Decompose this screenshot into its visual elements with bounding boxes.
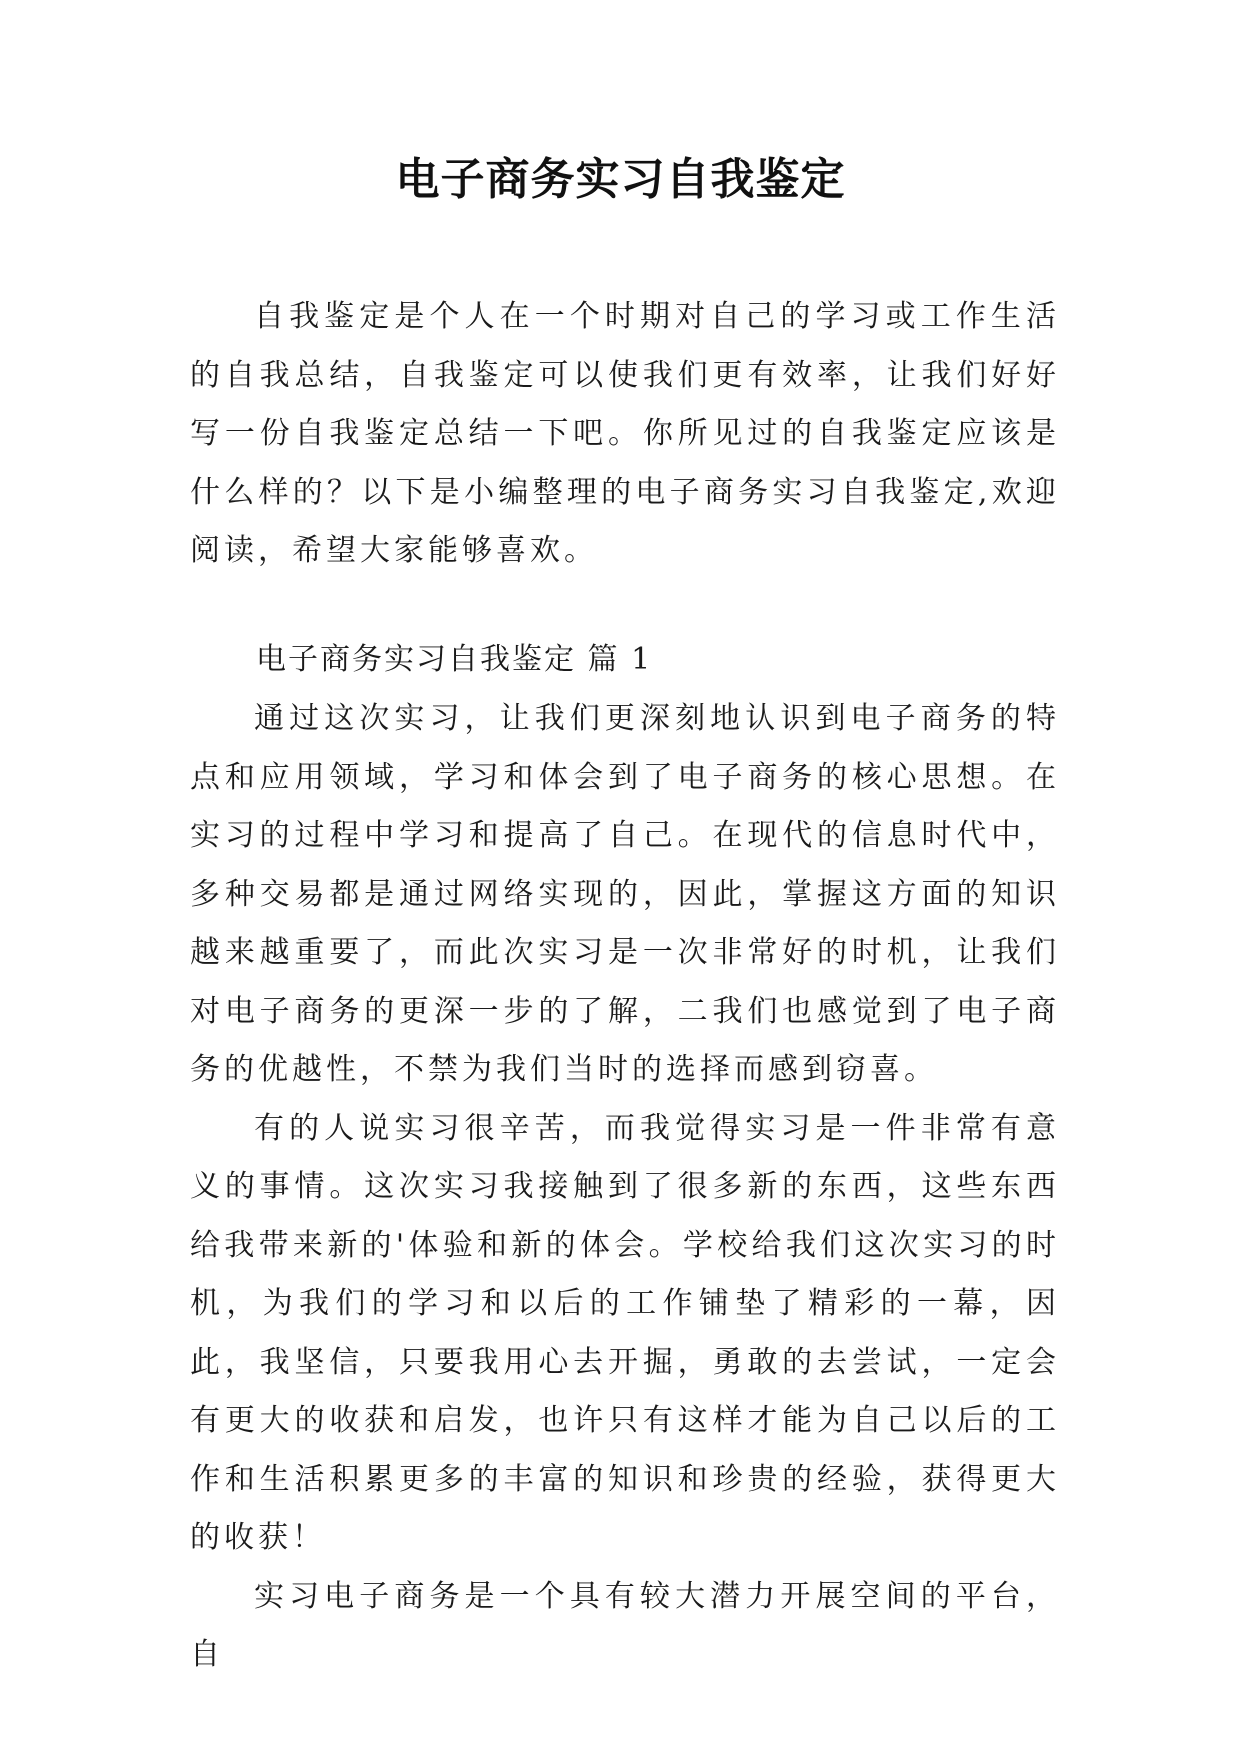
- body-paragraph: 有的人说实习很辛苦，而我觉得实习是一件非常有意义的事情。这次实习我接触到了很多新的东西，这些东西给我带来新的'体验和新的体会。学校给我们这次实习的时机，为我们的学习和以后的工作铺垫了精彩的一幕，因此，我坚信，只要我用心去开掘，勇敢的去尝试，一定会有更大的收获和启发，也许只有这样才能为自己以后的工作和生活积累更多的丰富的知识和珍贵的经验，获得更大的收获！: [190, 1110, 1060, 1555]
- body-paragraph: 实习电子商务是一个具有较大潜力开展空间的平台，自: [190, 1578, 1060, 1672]
- body-paragraph: 通过这次实习，让我们更深刻地认识到电子商务的特点和应用领域，学习和体会到了电子商务的核心思想。在实习的过程中学习和提高了自己。在现代的信息时代中，多种交易都是通过网络实现的，因此，掌握这方面的知识越来越重要了，而此次实习是一次非常好的时机，让我们对电子商务的更深一步的了解，二我们也感觉到了电子商务的优越性，不禁为我们当时的选择而感到窃喜。: [190, 701, 1060, 1087]
- section-body: [190, 690, 1060, 1685]
- document-title: 电子商务实习自我鉴定: [395, 154, 846, 205]
- section-heading: 电子商务实习自我鉴定 篇 1: [256, 642, 653, 677]
- intro-paragraph: [190, 288, 1060, 581]
- intro-text: 自我鉴定是个人在一个时期对自己的学习或工作生活的自我总结，自我鉴定可以使我们更有效率，让我们好好写一份自我鉴定总结一下吧。你所见过的自我鉴定应该是什么样的？以下是小编整理的电子商务实习自我鉴定,欢迎阅读，希望大家能够喜欢。: [190, 299, 1060, 568]
